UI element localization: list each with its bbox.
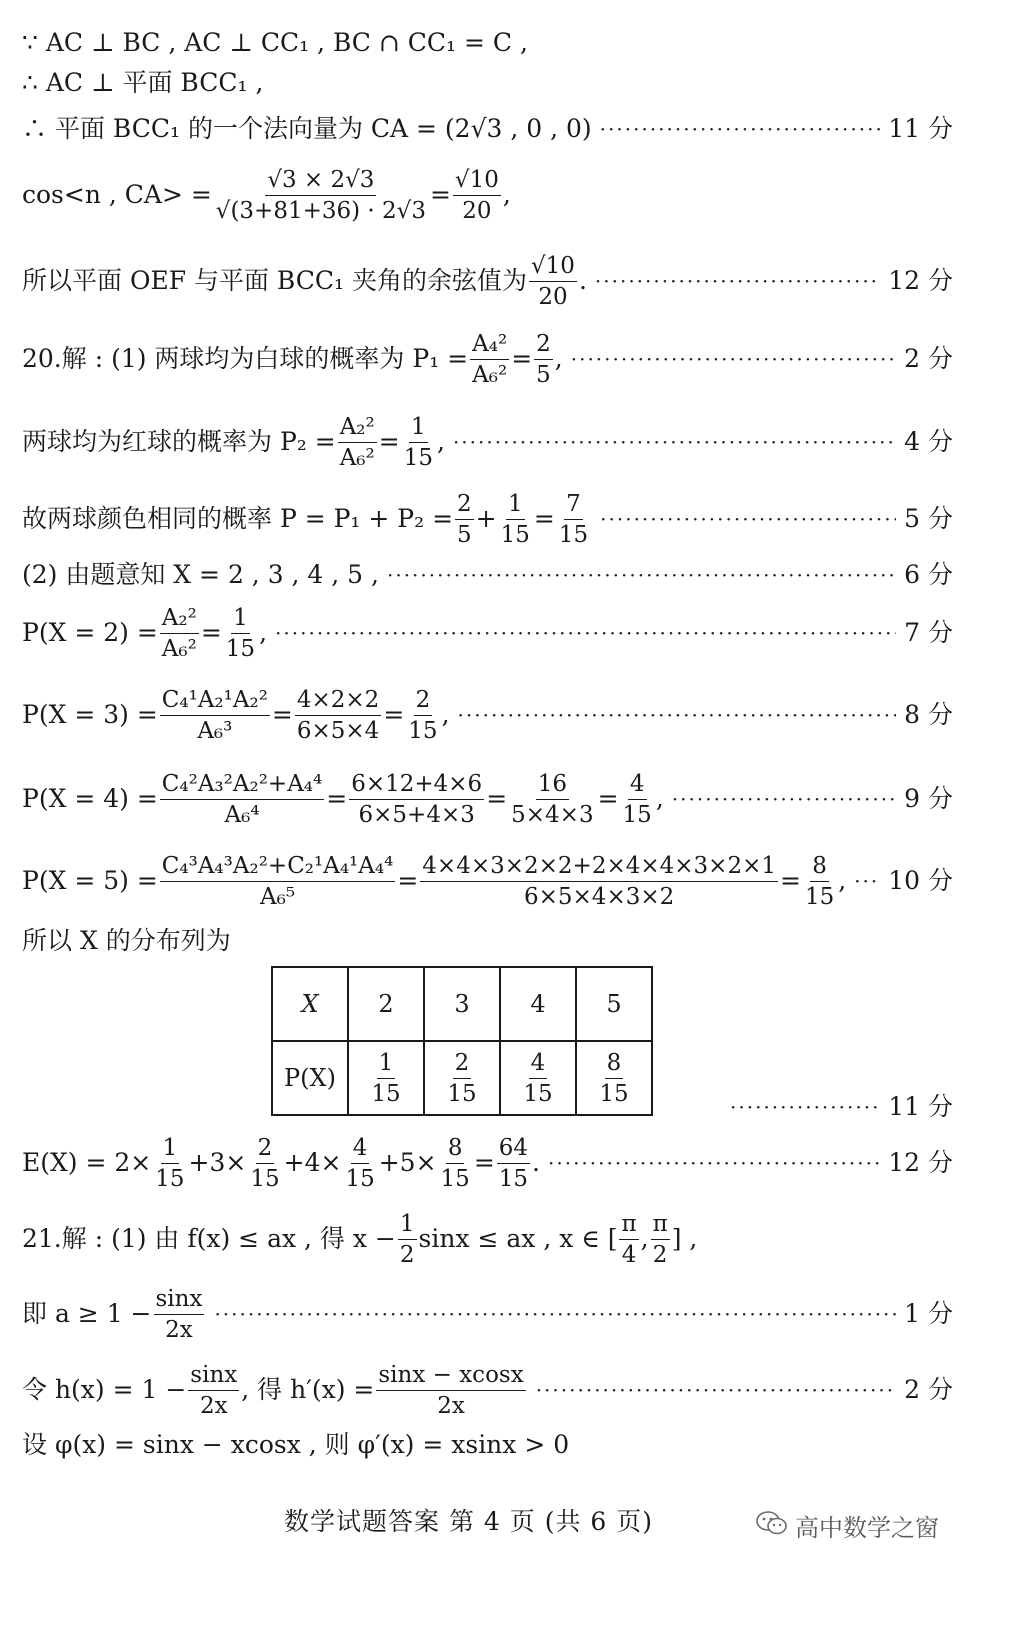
line-text: ] , (671, 1224, 698, 1253)
table-header-cell: 4 (500, 967, 576, 1041)
fraction (349, 769, 484, 830)
table-header-cell: 3 (424, 967, 500, 1041)
dot-leader (595, 266, 880, 296)
line-text: 两球均为红球的概率为 P₂ = (22, 427, 336, 456)
denominator: 20 (462, 197, 492, 224)
fraction (651, 1209, 670, 1270)
line-text: P(X = 5) = (22, 866, 158, 895)
fraction (534, 329, 553, 390)
punct: , (436, 427, 445, 456)
numerator: 4 (351, 1133, 370, 1164)
operator: +3× (188, 1148, 247, 1177)
denominator: 15 (498, 1165, 529, 1192)
prob-x2-line: P(X = 2) = $\frac{\text{A₂²}}{\text{A₆²}}$ = $\frac{1}{15}$ , ····· 7 分 (22, 600, 953, 666)
denominator: 2 (399, 1241, 415, 1268)
denominator: 4 (621, 1241, 637, 1268)
punct: , (640, 1224, 649, 1253)
operator: +5× (378, 1148, 437, 1177)
denominator: 15 (250, 1165, 280, 1192)
fraction (453, 165, 501, 226)
fraction (224, 603, 257, 664)
dot-leader (275, 618, 896, 648)
fraction (376, 1360, 525, 1421)
proof-line-2: ∴ AC ⊥ 平面 BCC₁ , (22, 68, 264, 97)
denominator: 6×5+4×3 (358, 801, 475, 828)
problem20-line-1: 20.解 : (1) 两球均为白球的概率为 P₁ = $\frac{\text{A₄²}}{\text{A₆²}}$ = $\frac{2}{5}$ , ····· 2 分 (22, 326, 953, 392)
score-label: 1 分 (904, 1299, 953, 1328)
table-row (272, 967, 652, 1041)
fraction (597, 1048, 630, 1109)
problem21-line-1 (22, 1206, 953, 1272)
numerator: √10 (529, 251, 577, 282)
denominator: A₆³ (197, 717, 233, 744)
numerator: sinx (188, 1360, 239, 1391)
fraction (369, 1048, 402, 1109)
fraction (398, 1209, 417, 1270)
numerator: 8 (605, 1048, 624, 1079)
denominator: 2x (199, 1392, 228, 1419)
numerator: √10 (453, 165, 501, 196)
line-text: E(X) = 2× (22, 1148, 152, 1177)
table-row (272, 1041, 652, 1115)
fraction (521, 1048, 554, 1109)
score-label: 8 分 (904, 700, 953, 729)
fraction (439, 1133, 472, 1194)
numerator: A₂² (160, 603, 199, 634)
table-cell (348, 1041, 424, 1115)
denominator: 15 (500, 521, 530, 548)
denominator: 15 (371, 1080, 401, 1107)
fraction (295, 685, 381, 746)
numerator: 4×2×2 (295, 685, 381, 716)
dot-leader (453, 427, 896, 457)
numerator: 2 (534, 329, 553, 360)
score-label: 12 分 (888, 266, 953, 295)
numerator: 16 (536, 769, 569, 800)
numerator: 7 (564, 489, 583, 520)
fraction (160, 685, 270, 746)
denominator: 5 (457, 521, 472, 548)
numerator: C₄³A₄³A₂²+C₂¹A₄¹A₄⁴ (160, 851, 396, 882)
table-score-line (730, 1092, 953, 1122)
denominator: 15 (225, 635, 256, 662)
dot-leader (536, 1375, 896, 1405)
fraction (470, 329, 509, 390)
score-label: 10 分 (888, 866, 953, 895)
fraction (188, 1360, 239, 1421)
fraction (214, 165, 428, 226)
score-label: 2 分 (904, 344, 953, 373)
proof-line-1: ∵ AC ⊥ BC , AC ⊥ CC₁ , BC ∩ CC₁ = C , (22, 28, 528, 57)
numerator: C₄²A₃²A₂²+A₄⁴ (160, 769, 324, 800)
denominator: A₆⁴ (224, 801, 260, 828)
fraction (455, 489, 474, 550)
line-text: 即 a ≥ 1 − (22, 1299, 152, 1328)
dot-leader (548, 1148, 880, 1178)
punct: , (655, 784, 664, 813)
denominator: 15 (345, 1165, 375, 1192)
table-cell (500, 1041, 576, 1115)
numerator: √3 × 2√3 (265, 165, 376, 196)
numerator: sinx (154, 1284, 205, 1315)
prob-x3-line: P(X = 3) = $\frac{\text{C₄¹A₂¹A₂²}}{\text{A₆³}}$ = $\frac{4\times 2\times 2}{6\times 5\times 4}$ = $\frac{2}{15}$ , ····· 8 分 (22, 682, 953, 748)
denominator: 15 (408, 717, 438, 744)
table-cell (424, 1041, 500, 1115)
dot-leader (730, 1092, 880, 1122)
punct: , (838, 866, 847, 895)
denominator: 2x (437, 1392, 465, 1419)
numerator: π (651, 1209, 670, 1240)
line-text: 21.解 : (1) 由 f(x) ≤ ax , 得 x − (22, 1224, 396, 1253)
denominator: 15 (804, 883, 835, 910)
denominator: 15 (599, 1080, 629, 1107)
denominator: 15 (447, 1080, 477, 1107)
denominator: 15 (440, 1165, 470, 1192)
prob-x5-line: P(X = 5) = $\frac{\text{C₄³A₄³A₂²+C₂¹A₄¹A₄⁴}}{\text{A₆⁵}}$ = $\frac{4\times 4\times 3\times 2\times 2+2\times 4\times 4\times 3\times 2\times 1}{6\times 5\times 4\times 3\times 2}$ = $\frac{8}{15}$ , ····· 10 分 (22, 848, 953, 914)
problem21-line-2 (22, 1282, 953, 1346)
line-text: P(X = 3) = (22, 700, 158, 729)
prob-x4-line: P(X = 4) = $\frac{\text{C₄²A₃²A₂²+A₄⁴}}{\text{A₆⁴}}$ = $\frac{6\times 12+4\times 6}{6\times 5+4\times 3}$ = $\frac{16}{5\times 4\times 3}$ = $\frac{4}{15}$ , ····· 9 分 (22, 766, 953, 832)
score-label: 11 分 (888, 114, 953, 143)
denominator: 2x (165, 1316, 193, 1343)
numerator: 1 (409, 412, 428, 443)
problem20-line-4 (22, 560, 953, 590)
denominator: A₆² (472, 361, 508, 388)
fraction (420, 851, 778, 912)
table-header-cell: 2 (348, 967, 424, 1041)
wechat-icon (755, 1510, 789, 1542)
punct: , (259, 618, 268, 647)
numerator: 2 (256, 1133, 275, 1164)
numerator: 64 (497, 1133, 530, 1164)
problem20-line-2: 两球均为红球的概率为 P₂ = $\frac{\text{A₂²}}{\text{A₆²}}$ = $\frac{1}{15}$ , ····· 4 分 (22, 410, 953, 474)
fraction (160, 851, 396, 912)
fraction (154, 1284, 205, 1345)
denominator: 15 (155, 1165, 185, 1192)
dot-leader (387, 560, 896, 590)
line-text: P(X = 2) = (22, 618, 158, 647)
numerator: 1 (161, 1133, 180, 1164)
fraction (557, 489, 590, 550)
dot-leader (854, 866, 880, 896)
punct: . (578, 266, 587, 295)
table-header-cell: 5 (576, 967, 652, 1041)
dot-leader (600, 504, 896, 534)
numerator: 8 (446, 1133, 465, 1164)
line-text: 故两球颜色相同的概率 P = P₁ + P₂ = (22, 504, 454, 533)
distribution-table (271, 966, 653, 1116)
punct: . (532, 1148, 540, 1177)
line-text: cos<n , CA> = (22, 180, 212, 209)
problem20-line-3: 故两球颜色相同的概率 P = P₁ + P₂ = $\frac{2}{5}$ + $\frac{1}{15}$ = $\frac{7}{15}$ ····· 5 分 (22, 488, 953, 550)
denominator: √(3+81+36) · 2√3 (215, 197, 426, 224)
numerator: 1 (377, 1048, 396, 1079)
page-footer: 数学试题答案 第 4 页 (共 6 页) (284, 1507, 653, 1536)
fraction (621, 769, 654, 830)
numerator: 2 (455, 489, 474, 520)
operator: = (473, 1148, 495, 1177)
fraction (619, 1209, 638, 1270)
denominator: 15 (523, 1080, 553, 1107)
numerator: 6×12+4×6 (349, 769, 484, 800)
numerator: 8 (810, 851, 829, 882)
fraction (160, 603, 199, 664)
line-text: (2) 由题意知 X = 2 , 3 , 4 , 5 , (22, 560, 379, 589)
proof-line-3 (22, 114, 953, 144)
score-label: 6 分 (904, 560, 953, 589)
fraction (509, 769, 595, 830)
denominator: 6×5×4×3×2 (524, 883, 675, 910)
score-label: 12 分 (888, 1148, 953, 1177)
fraction (803, 851, 836, 912)
line-text: P(X = 4) = (22, 784, 158, 813)
fraction (338, 412, 377, 473)
fraction (402, 412, 435, 473)
punct: , (554, 344, 563, 373)
score-label: 4 分 (904, 427, 953, 456)
table-cell (576, 1041, 652, 1115)
numerator: π (619, 1209, 638, 1240)
line-text: 令 h(x) = 1 − (22, 1375, 187, 1404)
fraction (499, 489, 532, 550)
expectation-line (22, 1130, 953, 1196)
operator: +4× (283, 1148, 342, 1177)
fraction (153, 1133, 186, 1194)
numerator: 2 (414, 685, 433, 716)
fraction (497, 1133, 530, 1194)
numerator: 4×4×3×2×2+2×4×4×3×2×1 (420, 851, 778, 882)
denominator: 15 (622, 801, 652, 828)
denominator: 5 (536, 361, 551, 388)
score-label: 2 分 (904, 1375, 953, 1404)
numerator: 1 (231, 603, 250, 634)
denominator: 5×4×3 (511, 801, 594, 828)
denominator: A₆⁵ (260, 883, 296, 910)
denominator: A₆² (161, 635, 197, 662)
numerator: C₄¹A₂¹A₂² (160, 685, 270, 716)
score-label: 11 分 (888, 1092, 953, 1121)
watermark-text: 高中数学之窗 (795, 1514, 939, 1542)
fraction (343, 1133, 376, 1194)
punct: , (441, 700, 450, 729)
dot-leader (600, 114, 881, 144)
numerator: 4 (628, 769, 647, 800)
denominator: 20 (538, 283, 568, 310)
watermark (755, 1508, 939, 1543)
numerator: 1 (506, 489, 525, 520)
score-label: 9 分 (904, 784, 953, 813)
numerator: 1 (398, 1209, 417, 1240)
numerator: A₄² (470, 329, 509, 360)
numerator: sinx − xcosx (376, 1360, 525, 1391)
dot-leader (458, 700, 897, 730)
punct: , (502, 180, 511, 209)
line-text: 所以平面 OEF 与平面 BCC₁ 夹角的余弦值为 (22, 266, 527, 295)
numerator: A₂² (338, 412, 377, 443)
distribution-intro: 所以 X 的分布列为 (22, 926, 231, 955)
dot-leader (571, 344, 896, 374)
denominator: 15 (403, 444, 433, 471)
table-row-label: P(X) (272, 1041, 348, 1115)
numerator: 4 (529, 1048, 548, 1079)
fraction (529, 251, 577, 312)
dot-leader (214, 1299, 896, 1329)
denominator: 2 (652, 1241, 668, 1268)
fraction (406, 685, 439, 746)
fraction (445, 1048, 478, 1109)
line-text: 20.解 : (1) 两球均为白球的概率为 P₁ = (22, 344, 469, 373)
score-label: 5 分 (904, 504, 953, 533)
denominator: 6×5×4 (296, 717, 380, 744)
fraction (160, 769, 324, 830)
problem21-line-4: 设 φ(x) = sinx − xcosx , 则 φ′(x) = xsinx > 0 (22, 1430, 570, 1459)
denominator: 15 (558, 521, 589, 548)
line-text: , 得 h′(x) = (241, 1375, 375, 1404)
score-label: 7 分 (904, 618, 953, 647)
numerator: 2 (453, 1048, 472, 1079)
proof-line-5 (22, 250, 953, 312)
denominator: A₆² (339, 444, 375, 471)
problem21-line-3 (22, 1358, 953, 1422)
cosine-line: cos<n , CA> = $\frac{√3 \times 2√3}{√(3+81+36) \cdot 2√3}$ = $\frac{√10}{20}$ , (22, 166, 511, 224)
line-text: ∴ 平面 BCC₁ 的一个法向量为 CA = (2√3 , 0 , 0) (22, 114, 592, 143)
table-header-cell: X (272, 967, 348, 1041)
fraction (248, 1133, 281, 1194)
dot-leader (672, 784, 896, 814)
line-text: sinx ≤ ax , x ∈ [ (418, 1224, 618, 1253)
